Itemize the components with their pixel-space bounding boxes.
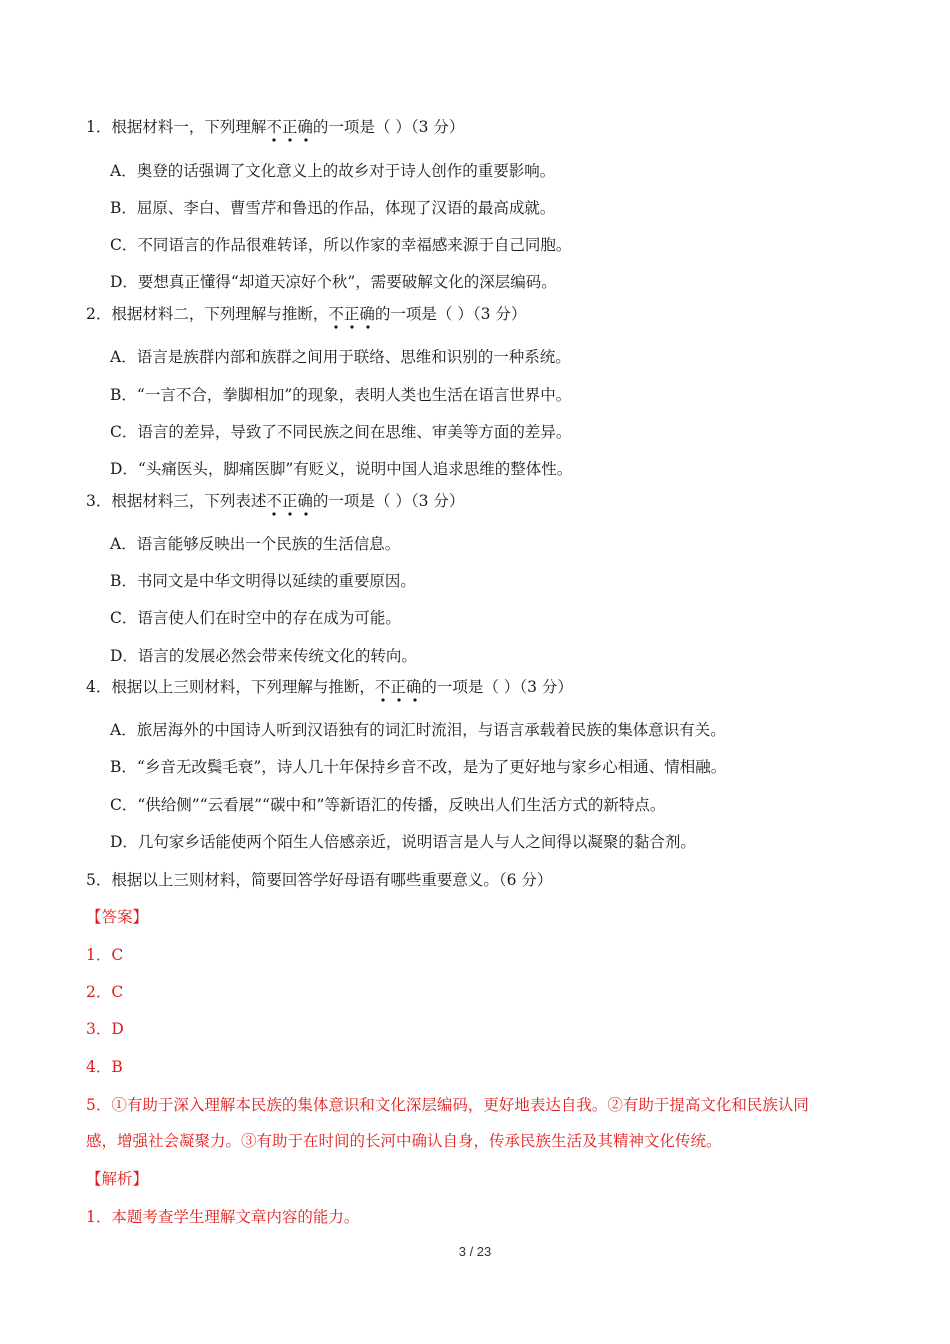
- option-2b: B．“一言不合，拳脚相加”的现象，表明人类也生活在语言世界中。: [110, 386, 572, 404]
- option-1c: C．不同语言的作品很难转译，所以作家的幸福感来源于自己同胞。: [110, 236, 572, 254]
- question-text: 3．根据材料三，下列表述: [86, 492, 267, 510]
- option-2c: C．语言的差异，导致了不同民族之间在思维、审美等方面的差异。: [110, 423, 572, 441]
- option-3c: C．语言使人们在时空中的存在成为可能。: [110, 609, 401, 627]
- question-text: 的一项是（ ）（3 分）: [312, 118, 465, 136]
- option-4b: B．“乡音无改鬓毛衰”，诗人几十年保持乡音不改，是为了更好地与家乡心相通、情相融。: [110, 758, 727, 776]
- option-4c: C．“供给侧”“云看展”“碳中和”等新语汇的传播，反映出人们生活方式的新特点。: [110, 796, 666, 814]
- question-text: 1．根据材料一，下列理解: [86, 118, 267, 136]
- option-1b: B．屈原、李白、曹雪芹和鲁迅的作品，体现了汉语的最高成就。: [110, 199, 556, 217]
- option-2d: D．“头痛医头，脚痛医脚”有贬义，说明中国人追求思维的整体性。: [110, 460, 573, 478]
- answer-5-line-2: 感，增强社会凝聚力。③有助于在时间的长河中确认自身，传承民族生活及其精神文化传统。: [86, 1132, 722, 1150]
- question-text: 的一项是（ ）（3 分）: [374, 305, 527, 323]
- answer-1: 1．C: [86, 946, 124, 964]
- question-text: 的一项是（ ）（3 分）: [312, 492, 465, 510]
- emphasis-text: 不正确: [266, 118, 313, 136]
- answer-2: 2．C: [86, 983, 124, 1001]
- option-1d: D．要想真正懂得“却道天凉好个秋”，需要破解文化的深层编码。: [110, 273, 557, 291]
- page-number: 3 / 23: [458, 1244, 492, 1259]
- question-5: 5．根据以上三则材料，简要回答学好母语有哪些重要意义。（6 分）: [86, 871, 553, 889]
- question-text: 2．根据材料二，下列理解与推断，: [86, 305, 329, 323]
- analysis-1: 1．本题考查学生理解文章内容的能力。: [86, 1208, 360, 1226]
- analysis-header: 【解析】: [86, 1170, 149, 1188]
- question-3: [86, 490, 464, 512]
- emphasis-text: 不正确: [374, 678, 422, 696]
- option-3b: B．书同文是中华文明得以延续的重要原因。: [110, 572, 416, 590]
- option-4a: A．旅居海外的中国诗人听到汉语独有的词汇时流泪，与语言承载着民族的集体意识有关。: [110, 721, 726, 739]
- option-1a: A．奥登的话强调了文化意义上的故乡对于诗人创作的重要影响。: [110, 162, 556, 180]
- question-1: [86, 116, 464, 138]
- question-4: [86, 676, 573, 698]
- emphasis-text: 不正确: [266, 492, 313, 510]
- emphasis-text: 不正确: [328, 305, 375, 323]
- answer-3: 3．D: [86, 1020, 124, 1038]
- question-text: 的一项是（ ）（3 分）: [421, 678, 573, 696]
- question-text: 4．根据以上三则材料，下列理解与推断，: [86, 678, 375, 696]
- answer-4: 4．B: [86, 1058, 123, 1076]
- option-3d: D．语言的发展必然会带来传统文化的转向。: [110, 647, 417, 665]
- answer-header: 【答案】: [86, 908, 149, 926]
- option-3a: A．语言能够反映出一个民族的生活信息。: [110, 535, 401, 553]
- option-2a: A．语言是族群内部和族群之间用于联络、思维和识别的一种系统。: [110, 348, 571, 366]
- question-2: [86, 303, 526, 325]
- option-4d: D．几句家乡话能使两个陌生人倍感亲近，说明语言是人与人之间得以凝聚的黏合剂。: [110, 833, 696, 851]
- answer-5-line-1: 5．①有助于深入理解本民族的集体意识和文化深层编码，更好地表达自我。②有助于提高文化和民族认同: [86, 1096, 809, 1114]
